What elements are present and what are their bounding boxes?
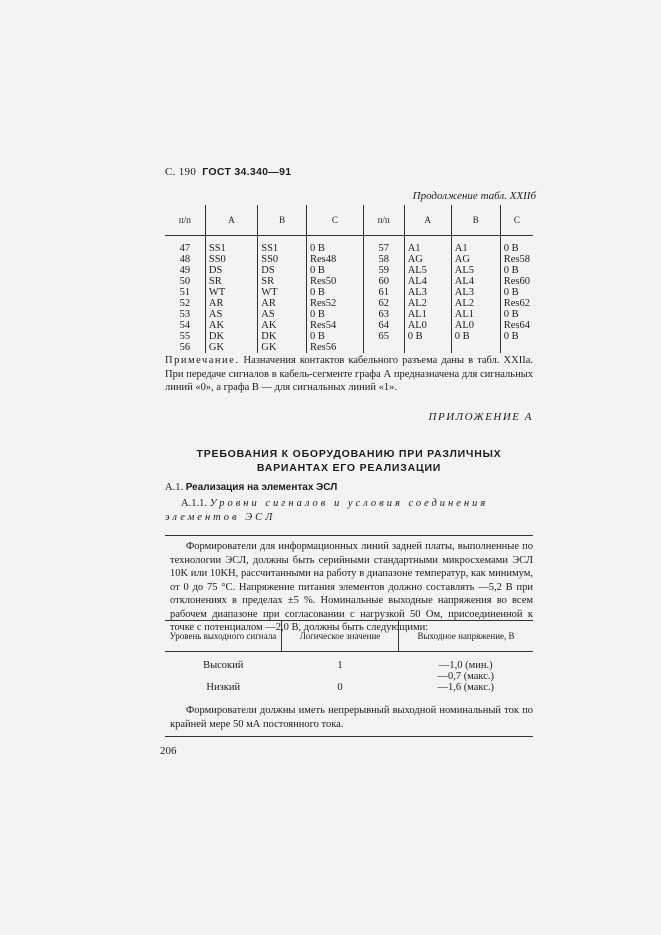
value-cell: 1 <box>337 660 343 671</box>
voltage-cell <box>399 652 534 683</box>
table-row <box>165 320 533 331</box>
subsection-text: Уровни сигналов и условия соединения элементов ЭСЛ <box>165 498 489 523</box>
table-cell: AL2 <box>404 298 451 309</box>
table-cell: GK <box>205 342 257 353</box>
table-cell: AL3 <box>451 287 500 298</box>
section-heading <box>165 482 337 493</box>
table-cell: 63 <box>363 309 404 320</box>
note-text: Назначения контактов кабельного разъема даны в табл. XXIIа. При передаче сигналов в кабель-сегменте графа А предназначена для сигнальных линий «0», а графа В — для сигнальных линий «1». <box>165 355 533 393</box>
table-row <box>165 309 533 320</box>
col-header: С <box>306 205 363 236</box>
table-cell: AL4 <box>451 276 500 287</box>
table-cell: Res56 <box>306 342 363 353</box>
contacts-table <box>165 205 533 353</box>
table-cell: 55 <box>179 331 191 342</box>
table-row <box>165 276 533 287</box>
table-row <box>165 682 533 693</box>
col-header: Уровень выходного сигнала <box>165 621 282 652</box>
page-header <box>165 166 291 178</box>
table-cell: Res58 <box>500 254 533 265</box>
table-cell: Res48 <box>306 254 363 265</box>
table-cell: 0 В <box>500 265 533 276</box>
table-row <box>165 298 533 309</box>
table-cell: AL0 <box>404 320 451 331</box>
table-note <box>165 354 533 395</box>
table-cell: 54 <box>179 320 191 331</box>
table-cell: 47 <box>179 243 191 254</box>
table-cell: DK <box>258 331 307 342</box>
table-cell: A1 <box>404 236 451 255</box>
table-cell: SS1 <box>205 236 257 255</box>
table-cell: AL2 <box>451 298 500 309</box>
page-ref: С. 190 <box>165 166 197 178</box>
level-cell: Высокий <box>203 660 244 671</box>
table-cell: 0 В <box>306 309 363 320</box>
table-cell: 0 В <box>306 265 363 276</box>
table-cell: SR <box>258 276 307 287</box>
table-cell: 0 В <box>306 287 363 298</box>
table-cell: WT <box>258 287 307 298</box>
table-cell: Res64 <box>500 320 533 331</box>
subsection-number: А.1.1. <box>181 498 207 509</box>
col-header: п/п <box>165 205 205 236</box>
table-cell: GK <box>258 342 307 353</box>
table-cell: AL4 <box>404 276 451 287</box>
table-row <box>165 652 533 683</box>
table-cell: 65 <box>363 331 404 342</box>
table-cell: DK <box>205 331 257 342</box>
table-cell: AL0 <box>451 320 500 331</box>
table-cell: AL5 <box>404 265 451 276</box>
table-cell: A1 <box>451 236 500 255</box>
note-label: Примечание. <box>165 355 240 366</box>
table-cell: Res50 <box>306 276 363 287</box>
table-cell: 48 <box>179 254 191 265</box>
page-number: 206 <box>160 745 177 757</box>
col-header: А <box>205 205 257 236</box>
table-cell <box>363 342 404 353</box>
table-cell: SS0 <box>258 254 307 265</box>
table-cell: SR <box>205 276 257 287</box>
title-line: ВАРИАНТАХ ЕГО РЕАЛИЗАЦИИ <box>256 461 442 474</box>
table-row <box>165 254 533 265</box>
table-cell: AG <box>451 254 500 265</box>
table-cell: DS <box>258 265 307 276</box>
table-cell: AL3 <box>404 287 451 298</box>
table-cell: 56 <box>179 342 191 353</box>
table-cell: 61 <box>363 287 404 298</box>
table-cell: 0 В <box>500 236 533 255</box>
col-header: Выходное напряжение, В <box>399 621 534 652</box>
table-header-row <box>165 621 533 652</box>
title-line: ТРЕБОВАНИЯ К ОБОРУДОВАНИЮ ПРИ РАЗЛИЧНЫХ <box>196 448 502 460</box>
table-cell <box>404 342 451 353</box>
table-cell: AR <box>258 298 307 309</box>
table-cell: SS0 <box>205 254 257 265</box>
table-cell: WT <box>205 287 257 298</box>
table-cell: 51 <box>179 287 191 298</box>
table-cell: 0 В <box>306 236 363 255</box>
subsection-heading <box>165 497 533 524</box>
table-cell: 58 <box>363 254 404 265</box>
body-paragraph-2 <box>170 704 533 731</box>
table-row <box>165 331 533 342</box>
table-cell: AK <box>258 320 307 331</box>
voltage-min: —1,0 (мин.) <box>438 660 493 671</box>
table-cell: 50 <box>179 276 191 287</box>
table-cell: AL5 <box>451 265 500 276</box>
table-cell: 60 <box>363 276 404 287</box>
table-cell: 0 В <box>500 331 533 342</box>
level-cell: Низкий <box>206 682 241 693</box>
table-cell: 53 <box>179 309 191 320</box>
table-cell: AR <box>205 298 257 309</box>
paragraph-text: Формирователи должны иметь непрерывный выходной номинальный ток по крайней мере 50 мА постоянного тока. <box>170 705 533 730</box>
section-name: Реализация на элементах ЭСЛ <box>185 482 338 493</box>
table-cell <box>500 342 533 353</box>
section-title <box>165 448 533 475</box>
col-header: В <box>451 205 500 236</box>
table-cell <box>451 342 500 353</box>
table-cell: AS <box>258 309 307 320</box>
table-cell: Res52 <box>306 298 363 309</box>
table-cell: Res54 <box>306 320 363 331</box>
table-cell: AS <box>205 309 257 320</box>
standard-id: ГОСТ 34.340—91 <box>202 166 292 178</box>
voltage-cell: —1,6 (макс.) <box>437 682 495 693</box>
table-cell: 0 В <box>404 331 451 342</box>
value-cell: 0 <box>337 682 343 693</box>
table-cell: SS1 <box>258 236 307 255</box>
table-row <box>165 236 533 255</box>
appendix-label: ПРИЛОЖЕНИЕ А <box>428 411 533 423</box>
table-cell: 64 <box>363 320 404 331</box>
table-cell: 0 В <box>306 331 363 342</box>
col-header: А <box>404 205 451 236</box>
paragraph-text: Формирователи для информационных линий задней платы, выполненные по технологии ЭСЛ, должны быть серийными стандартными микросхемами ЭСЛ 10K или 10KH, рассчитанными на работу в диапазоне температур, как минимум, от 0 до 75 °С. Напряжение питания элементов должно составлять —5,2 В при отклонениях в пределах ±5 %. Номинальные выходные напряжения во всем рабочем диапазоне при согласовании с нагрузкой 50 Ом, присоединенной к точке с потенциалом —2,0 В, должны быть следующими: <box>170 541 533 633</box>
voltage-max: —0,7 (макс.) <box>437 671 495 682</box>
section-number: А.1. <box>165 482 184 493</box>
table-cell: 0 В <box>500 287 533 298</box>
table-cell: 62 <box>363 298 404 309</box>
table-row <box>165 265 533 276</box>
table-cell: AK <box>205 320 257 331</box>
table-cell: DS <box>205 265 257 276</box>
table-cell: 59 <box>363 265 404 276</box>
table-cell: AL1 <box>451 309 500 320</box>
col-header: п/п <box>363 205 404 236</box>
col-header: В <box>258 205 307 236</box>
table-cell: 49 <box>179 265 191 276</box>
table-row <box>165 342 533 353</box>
table-cell: 0 В <box>451 331 500 342</box>
table-cell: 57 <box>363 236 404 255</box>
table-cell: Res62 <box>500 298 533 309</box>
col-header: Логическое значение <box>282 621 399 652</box>
table-cell: Res60 <box>500 276 533 287</box>
table-header-row <box>165 205 533 236</box>
table-row <box>165 287 533 298</box>
table-cell: AG <box>404 254 451 265</box>
table-continuation: Продолжение табл. XXIIб <box>412 190 536 202</box>
table-cell: 52 <box>179 298 191 309</box>
voltage-table <box>165 620 533 693</box>
table-cell: AL1 <box>404 309 451 320</box>
col-header: С <box>500 205 533 236</box>
table-cell: 0 В <box>500 309 533 320</box>
